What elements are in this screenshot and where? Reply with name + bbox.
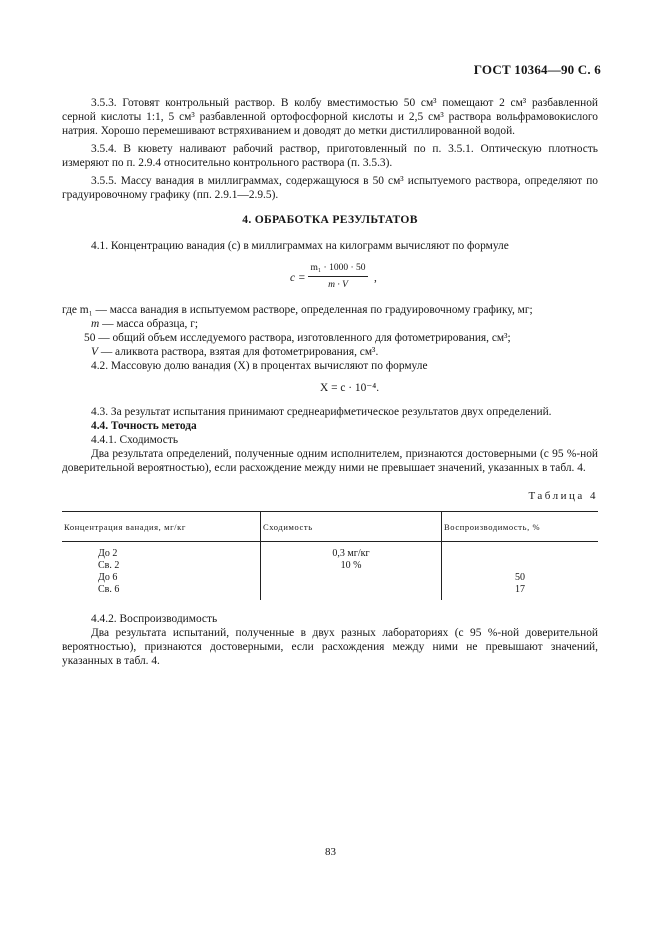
definition-item xyxy=(62,331,598,345)
definition-item xyxy=(62,345,598,359)
formula-concentration xyxy=(62,261,598,295)
table-row xyxy=(62,542,598,561)
table-cell: 0,3 мг/кг xyxy=(261,542,442,561)
definition-symbol: 50 xyxy=(84,332,96,344)
table-cell xyxy=(261,584,442,600)
paragraph-4-3: 4.3. За результат испытания принимают среднеарифметическое результатов двух определений. xyxy=(91,406,552,418)
table-cell: Св. 2 xyxy=(98,560,120,571)
definition-text: — общий объем исследуемого раствора, изготовленного для фотометрирования, см³; xyxy=(95,332,511,344)
definitions-list xyxy=(62,303,598,359)
formula-fraction xyxy=(308,261,368,291)
paragraph-4-1: 4.1. Концентрацию ванадия (c) в миллиграммах на килограмм вычисляют по формуле xyxy=(91,240,509,252)
table-row xyxy=(62,584,598,600)
table-header-row xyxy=(62,512,598,542)
definition-item xyxy=(62,317,598,331)
definition-text: — аликвота раствора, взятая для фотометрирования, см³. xyxy=(97,346,379,358)
table-row xyxy=(62,572,598,584)
heading-4-4-2: 4.4.2. Воспроизводимость xyxy=(91,613,218,625)
definition-symbol: m xyxy=(91,318,100,330)
document-body xyxy=(62,96,598,668)
formula-mass-fraction: X = c · 10⁻⁴. xyxy=(320,382,380,394)
heading-4-4: 4.4. Точность метода xyxy=(91,420,197,432)
document-header: ГОСТ 10364—90 С. 6 xyxy=(473,62,601,77)
paragraph-3-5-4: 3.5.4. В кювету наливают рабочий раствор, приготовленный по п. 3.5.1. Оптическую плотность измеряют по п. 2.9.4 относительно контрольного раствора (п. 3.5.3). xyxy=(62,143,598,169)
paragraph-4-4-1: Два результата определений, полученные одним исполнителем, признаются достоверными (с 95 %-ной доверительной вероятностью), если расхождение между ними не превышает значений, указанных в табл. 4. xyxy=(62,448,598,474)
table-header: Сходимость xyxy=(261,512,442,542)
table-cell: До 2 xyxy=(98,548,118,559)
table-row xyxy=(62,560,598,572)
definition-symbol: V xyxy=(91,346,98,358)
table-cell: 50 xyxy=(442,572,599,584)
section-title: 4. ОБРАБОТКА РЕЗУЛЬТАТОВ xyxy=(242,213,418,226)
table-label: Таблица 4 xyxy=(528,490,598,502)
table-cell: 10 % xyxy=(261,560,442,572)
precision-table xyxy=(62,511,598,600)
paragraph-4-2: 4.2. Массовую долю ванадия (X) в процентах вычисляют по формуле xyxy=(91,360,428,372)
formula-numerator: m₁ · 1000 · 50 xyxy=(310,263,366,273)
heading-4-4-1: 4.4.1. Сходимость xyxy=(91,434,179,446)
formula-lhs: c = xyxy=(290,272,306,284)
table-cell xyxy=(442,560,599,572)
table-cell: Св. 6 xyxy=(98,584,120,595)
paragraph-4-4-2: Два результата испытаний, полученные в двух разных лабораториях (с 95 %-ной доверительной вероятностью), признаются достоверными, если расхождения между ними не превышают значений, указанных в табл. 4. xyxy=(62,627,598,667)
formula-denominator: m · V xyxy=(328,280,348,290)
table-cell: До 6 xyxy=(98,572,118,583)
definition-symbol: где m₁ xyxy=(62,304,93,316)
page-number: 83 xyxy=(325,846,336,858)
table-header: Концентрация ванадия, мг/кг xyxy=(62,512,261,542)
table-cell xyxy=(442,542,599,561)
definition-text: — масса ванадия в испытуемом растворе, определенная по градуировочному графику, мг; xyxy=(92,304,533,316)
paragraph-3-5-3: 3.5.3. Готовят контрольный раствор. В колбу вместимостью 50 см³ помещают 2 см³ разбавленной серной кислоты 1:1, 5 см³ разбавленной ортофосфорной кислоты и 2,5 см³ раствора вольфрамовокислого натрия. Хорошо перемешивают встряхиванием и доводят до метки дистиллированной водой. xyxy=(62,97,598,137)
formula-tail: , xyxy=(374,272,377,284)
paragraph-3-5-5: 3.5.5. Массу ванадия в миллиграммах, содержащуюся в 50 см³ испытуемого раствора, определяют по градуировочному графику (пп. 2.9.1—2.9.5). xyxy=(62,175,598,201)
table-cell xyxy=(261,572,442,584)
table-cell: 17 xyxy=(442,584,599,600)
definition-item xyxy=(62,303,598,317)
table-header: Воспроизводимость, % xyxy=(442,512,599,542)
definition-text: — масса образца, г; xyxy=(99,318,199,330)
